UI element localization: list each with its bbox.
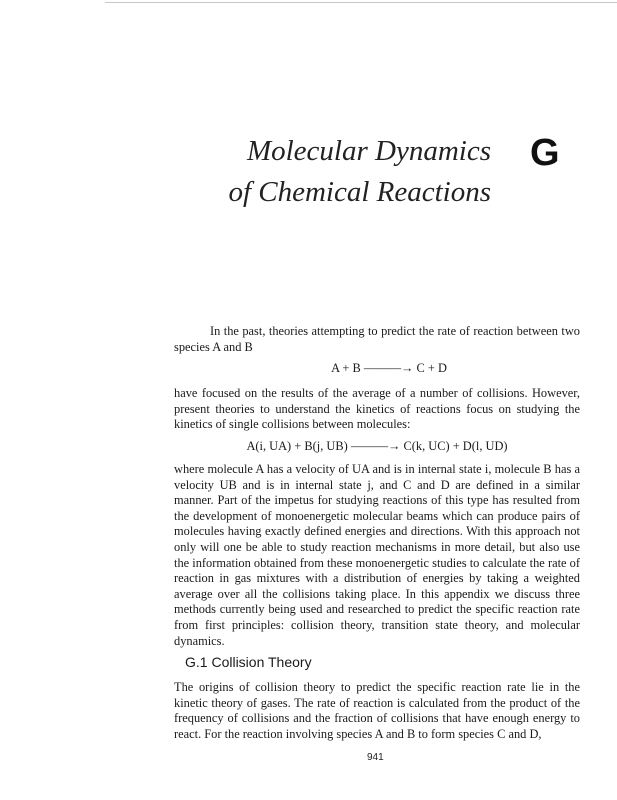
section-paragraph-1: The origins of collision theory to predict the specific reaction rate lie in the kinetic theory of gases. The rate of reaction is calculated from the product of the frequency of collisions and the fraction of collisions that have enough energy to react. For the reaction involving species A and B to form species C and D, (174, 680, 580, 741)
section-heading: G.1 Collision Theory (185, 654, 312, 670)
top-rule (105, 2, 617, 3)
appendix-letter: G (530, 132, 560, 174)
reaction-equation-2: A(i, UA) + B(j, UB) ———→ C(k, UC) + D(l, UD) (246, 439, 508, 453)
intro-paragraph-1: In the past, theories attempting to predict the rate of reaction between two species A and B (174, 324, 580, 354)
reaction-equation-1: A + B ———→ C + D (331, 361, 447, 375)
intro-paragraph-2: have focused on the results of the average of a number of collisions. However, present theories to understand the kinetics of reactions focus on studying the kinetics of single collisions between molecules: (174, 386, 580, 432)
chapter-title-line-1: Molecular Dynamics (246, 135, 491, 167)
page-number: 941 (367, 752, 384, 763)
intro-paragraph-3: where molecule A has a velocity of UA and is in internal state i, molecule B has a velocity UB and is in internal state j, and C and D are defined in a similar manner. Part of the impetus for studying reactions of this type has resulted from the development of monoenergetic molecular beams which can produce pairs of molecules having exactly defined energies and directions. With this approach not only will one be able to study reaction mechanisms in more detail, but also use the information obtained from these monoenergetic studies to calculate the rate of reaction in gas mixtures with a distribution of energies by taking a weighted average over all the collisions taking place. In this appendix we discuss three methods currently being used and researched to predict the specific reaction rate from first principles: collision theory, transition state theory, and molecular dynamics. (174, 462, 580, 648)
chapter-title-line-2: of Chemical Reactions (228, 176, 491, 208)
